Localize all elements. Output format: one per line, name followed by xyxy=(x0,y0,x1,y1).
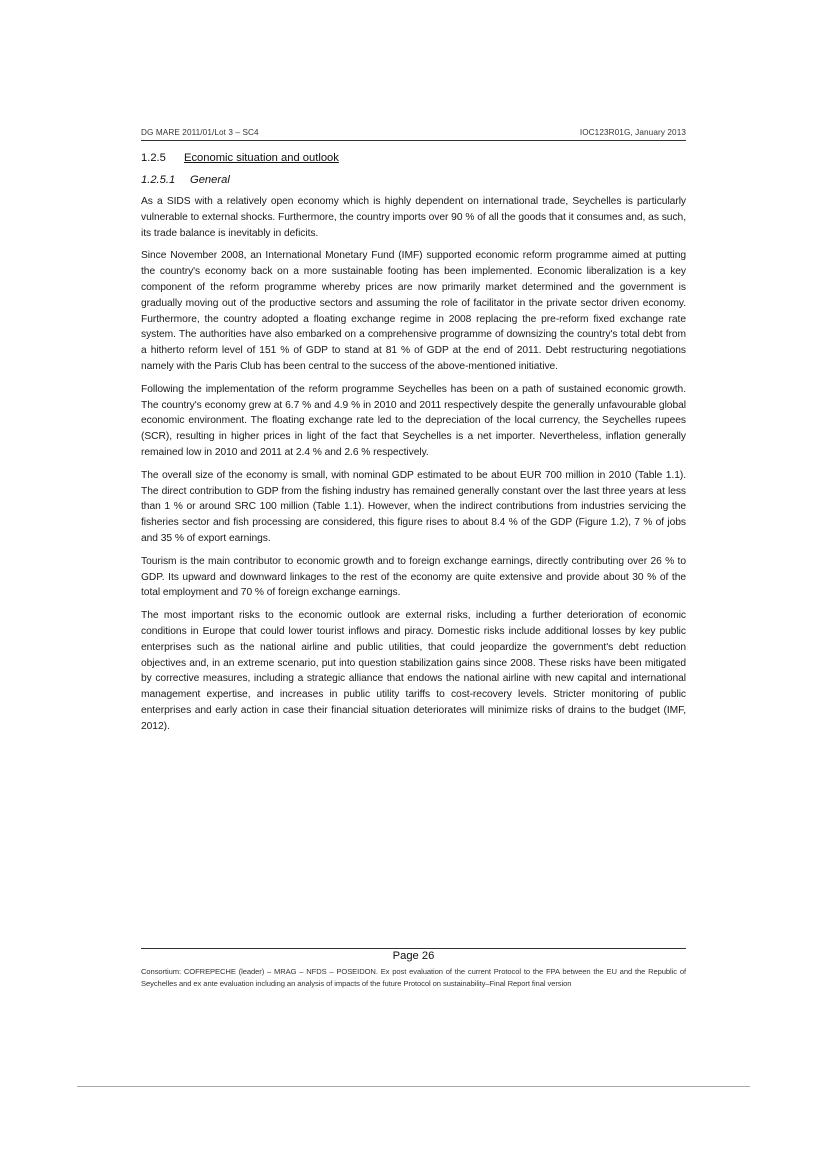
body-text xyxy=(141,194,686,742)
page-number: Page 26 xyxy=(392,950,435,962)
subsection-number: 1.2.5.1 xyxy=(141,174,176,186)
page-bottom-divider xyxy=(77,1086,750,1087)
running-header xyxy=(141,128,686,140)
paragraph-economy-size: The overall size of the economy is small, with nominal GDP estimated to be about EUR 700 million in 2010 (Table 1.1). The direct contribution to GDP from the fishing industry has remained generally constant over the last three years at less than 1 % or around SRC 100 million (Table 1.1). However, when the indirect contributions from industries servicing the fisheries sector and fish processing are considered, this figure rises to about 8.4 % of the GDP (Figure 1.2), 7 % of jobs and 35 % of export earnings. xyxy=(141,469,686,544)
footer-divider xyxy=(141,948,686,949)
paragraph-tourism: Tourism is the main contributor to economic growth and to foreign exchange earnings, directly contributing over 26 % to GDP. Its upward and downward linkages to the rest of the economy are quite extensive and provide about 30 % of the total employment and 70 % of foreign exchange earnings. xyxy=(141,555,686,599)
subsection-heading xyxy=(141,174,230,186)
footer-consortium-note: Consortium: COFREPECHE (leader) – MRAG – NFDS – POSEIDON. Ex post evaluation of the current Protocol to the FPA between the EU and the Republic of Seychelles and ex ante evaluation including an analysis of impacts of the future Protocol on sustainability–Final Report final version xyxy=(141,967,686,988)
paragraph-imf-reform: Since November 2008, an International Monetary Fund (IMF) supported economic reform programme aimed at putting the country's economy back on a more sustainable footing has been implemented. Economic liberalization is a key component of the reform programme whereby prices are now primarily market determined and the government is gradually moving out of the productive sectors and assuming the role of facilitator in the private sector driven economy. Furthermore, the country adopted a floating exchange regime in 2008 replacing the pre-reform fixed exchange rate system. The authorities have also embarked on a comprehensive programme of downsizing the country's total debt from a hitherto reform level of 151 % of GDP to stand at 81 % of GDP at the end of 2011. Debt restructuring negotiations namely with the Paris Club has been central to the success of the above-mentioned initiative. xyxy=(141,250,686,372)
section-number: 1.2.5 xyxy=(141,152,166,164)
paragraph-risks: The most important risks to the economic outlook are external risks, including a further deterioration of economic conditions in Europe that could lower tourist inflows and piracy. Domestic risks include additional losses by key public enterprises such as the national airline and public utilities, that could jeopardize the government's debt reduction objectives and, in an extreme scenario, put into question stabilization gains since 2008. These risks have been mitigated by corrective measures, including a strategic alliance that endows the national airline with new capital and international management expertise, and increases in public utility tariffs to cost-recovery levels. Stricter monitoring of public enterprises and early action in case their financial situation deteriorates will minimize risks of drains to the budget (IMF, 2012). xyxy=(141,610,686,732)
header-contract-reference: DG MARE 2011/01/Lot 3 – SC4 xyxy=(141,128,259,137)
section-title: Economic situation and outlook xyxy=(184,152,339,164)
subsection-title: General xyxy=(190,174,230,186)
paragraph-trade-vulnerability: As a SIDS with a relatively open economy which is highly dependent on international trade, Seychelles is particularly vulnerable to external shocks. Furthermore, the country imports over 90 % of all the goods that it consumes and, as such, its trade balance is inevitably in deficits. xyxy=(141,196,686,239)
section-heading xyxy=(141,152,339,164)
paragraph-economic-growth: Following the implementation of the reform programme Seychelles has been on a path of sustained economic growth. The country's economy grew at 6.7 % and 4.9 % in 2010 and 2011 respectively despite the generally unfavourable global economic environment. The floating exchange rate led to the depreciation of the local currency, the Seychelles rupees (SCR), resulting in higher prices in light of the fact that Seychelles is a net importer. Nevertheless, inflation generally remained low in 2010 and 2011 at 2.4 % and 2.6 % respectively. xyxy=(141,383,686,458)
header-report-reference: IOC123R01G, January 2013 xyxy=(579,128,686,137)
header-divider xyxy=(141,140,686,141)
